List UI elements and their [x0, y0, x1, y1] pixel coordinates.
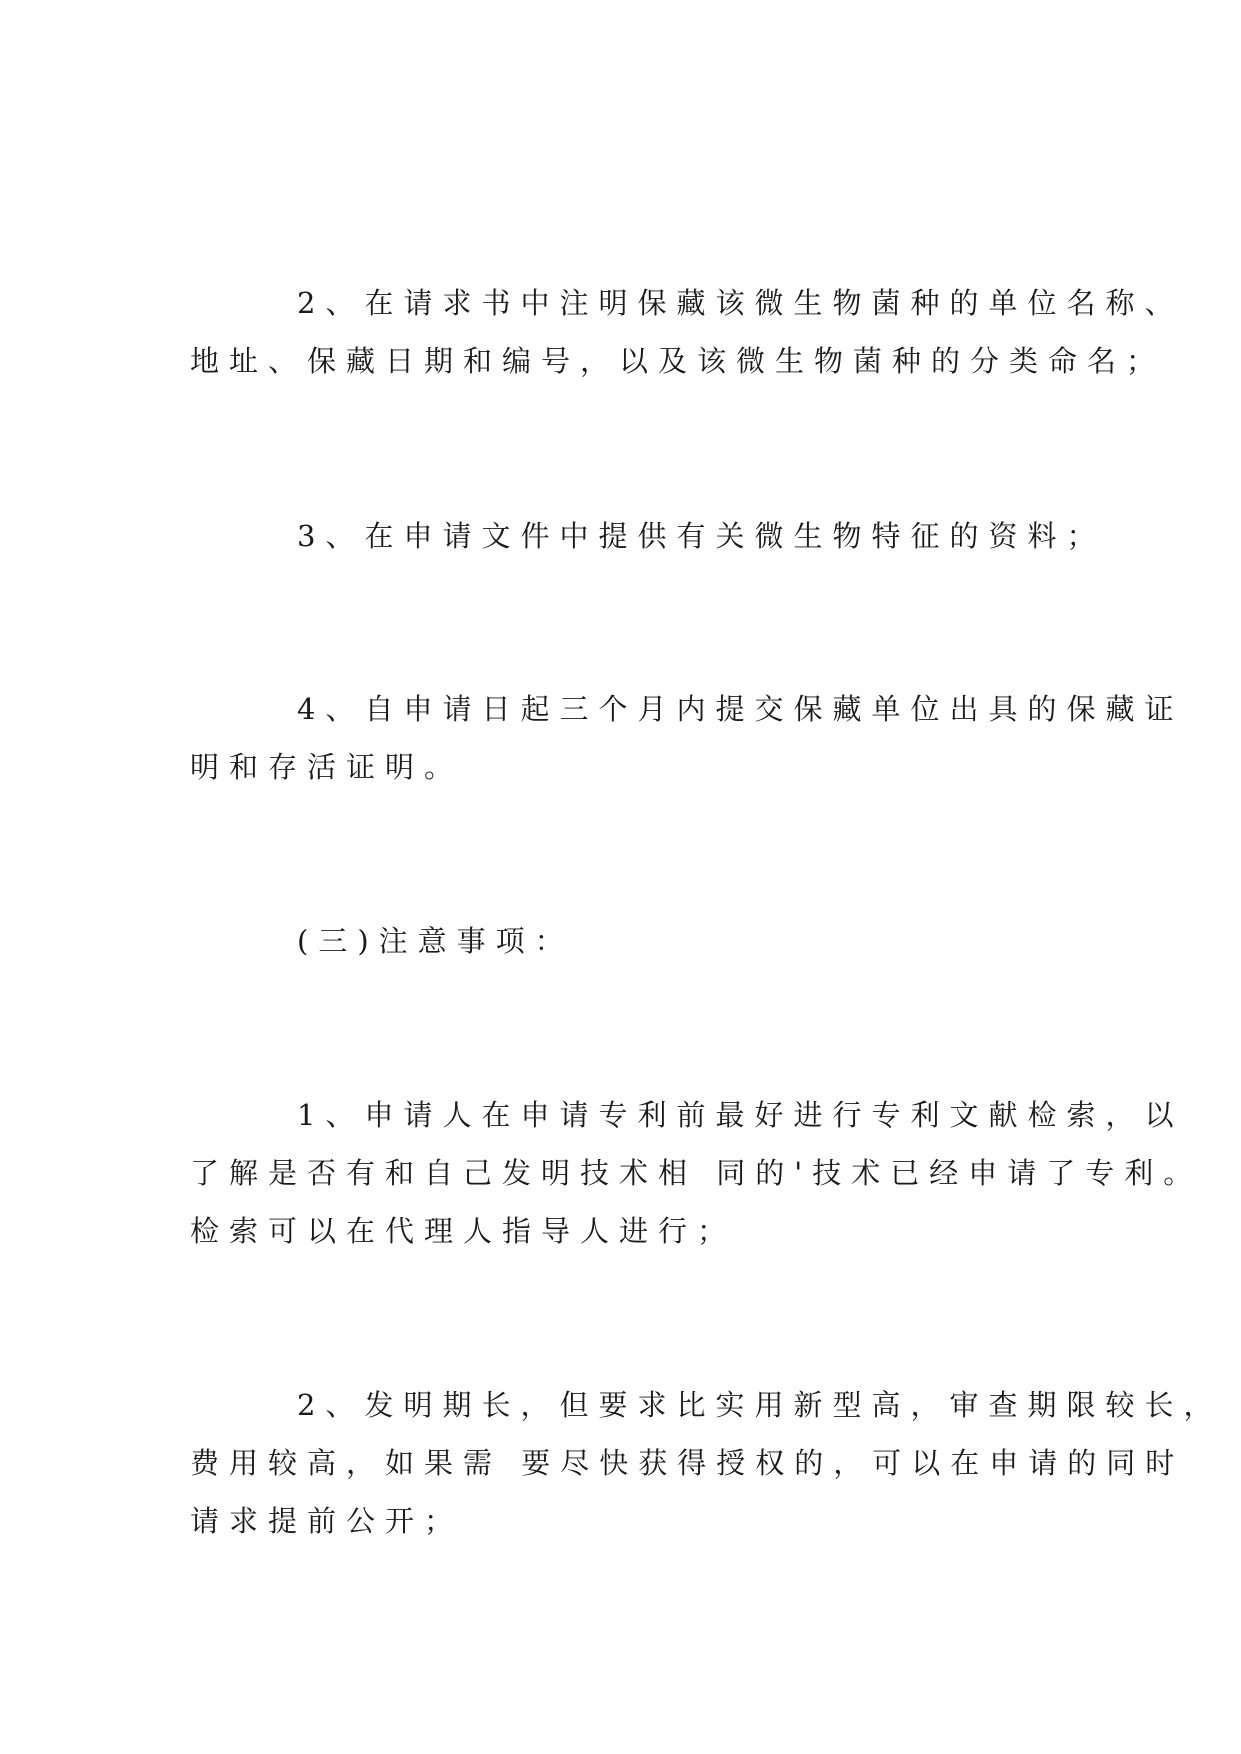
section-heading-notes: (三)注意事项：	[297, 924, 574, 958]
note-2-line-3: 请求提前公开；	[190, 1504, 464, 1538]
note-1-line-1: 1、申请人在申请专利前最好进行专利文献检索，以	[297, 1098, 1184, 1132]
note-1-line-3: 检索可以在代理人指导人进行；	[190, 1214, 737, 1248]
paragraph-4-line-2: 明和存活证明。	[190, 750, 464, 784]
note-2-line-2: 费用较高，如果需 要尽快获得授权的，可以在申请的同时	[190, 1446, 1185, 1480]
paragraph-2-line-1: 2、在请求书中注明保藏该微生物菌种的单位名称、	[297, 286, 1184, 320]
note-2-line-1: 2、发明期长，但要求比实用新型高，审查期限较长，	[297, 1388, 1223, 1422]
paragraph-4-line-1: 4、自申请日起三个月内提交保藏单位出具的保藏证	[297, 692, 1184, 726]
note-1-line-2: 了解是否有和自己发明技术相 同的'技术已经申请了专利。	[190, 1156, 1203, 1190]
paragraph-3-line-1: 3、在申请文件中提供有关微生物特征的资料；	[297, 519, 1106, 553]
paragraph-2-line-2: 地址、保藏日期和编号，以及该微生物菌种的分类命名；	[190, 344, 1166, 378]
